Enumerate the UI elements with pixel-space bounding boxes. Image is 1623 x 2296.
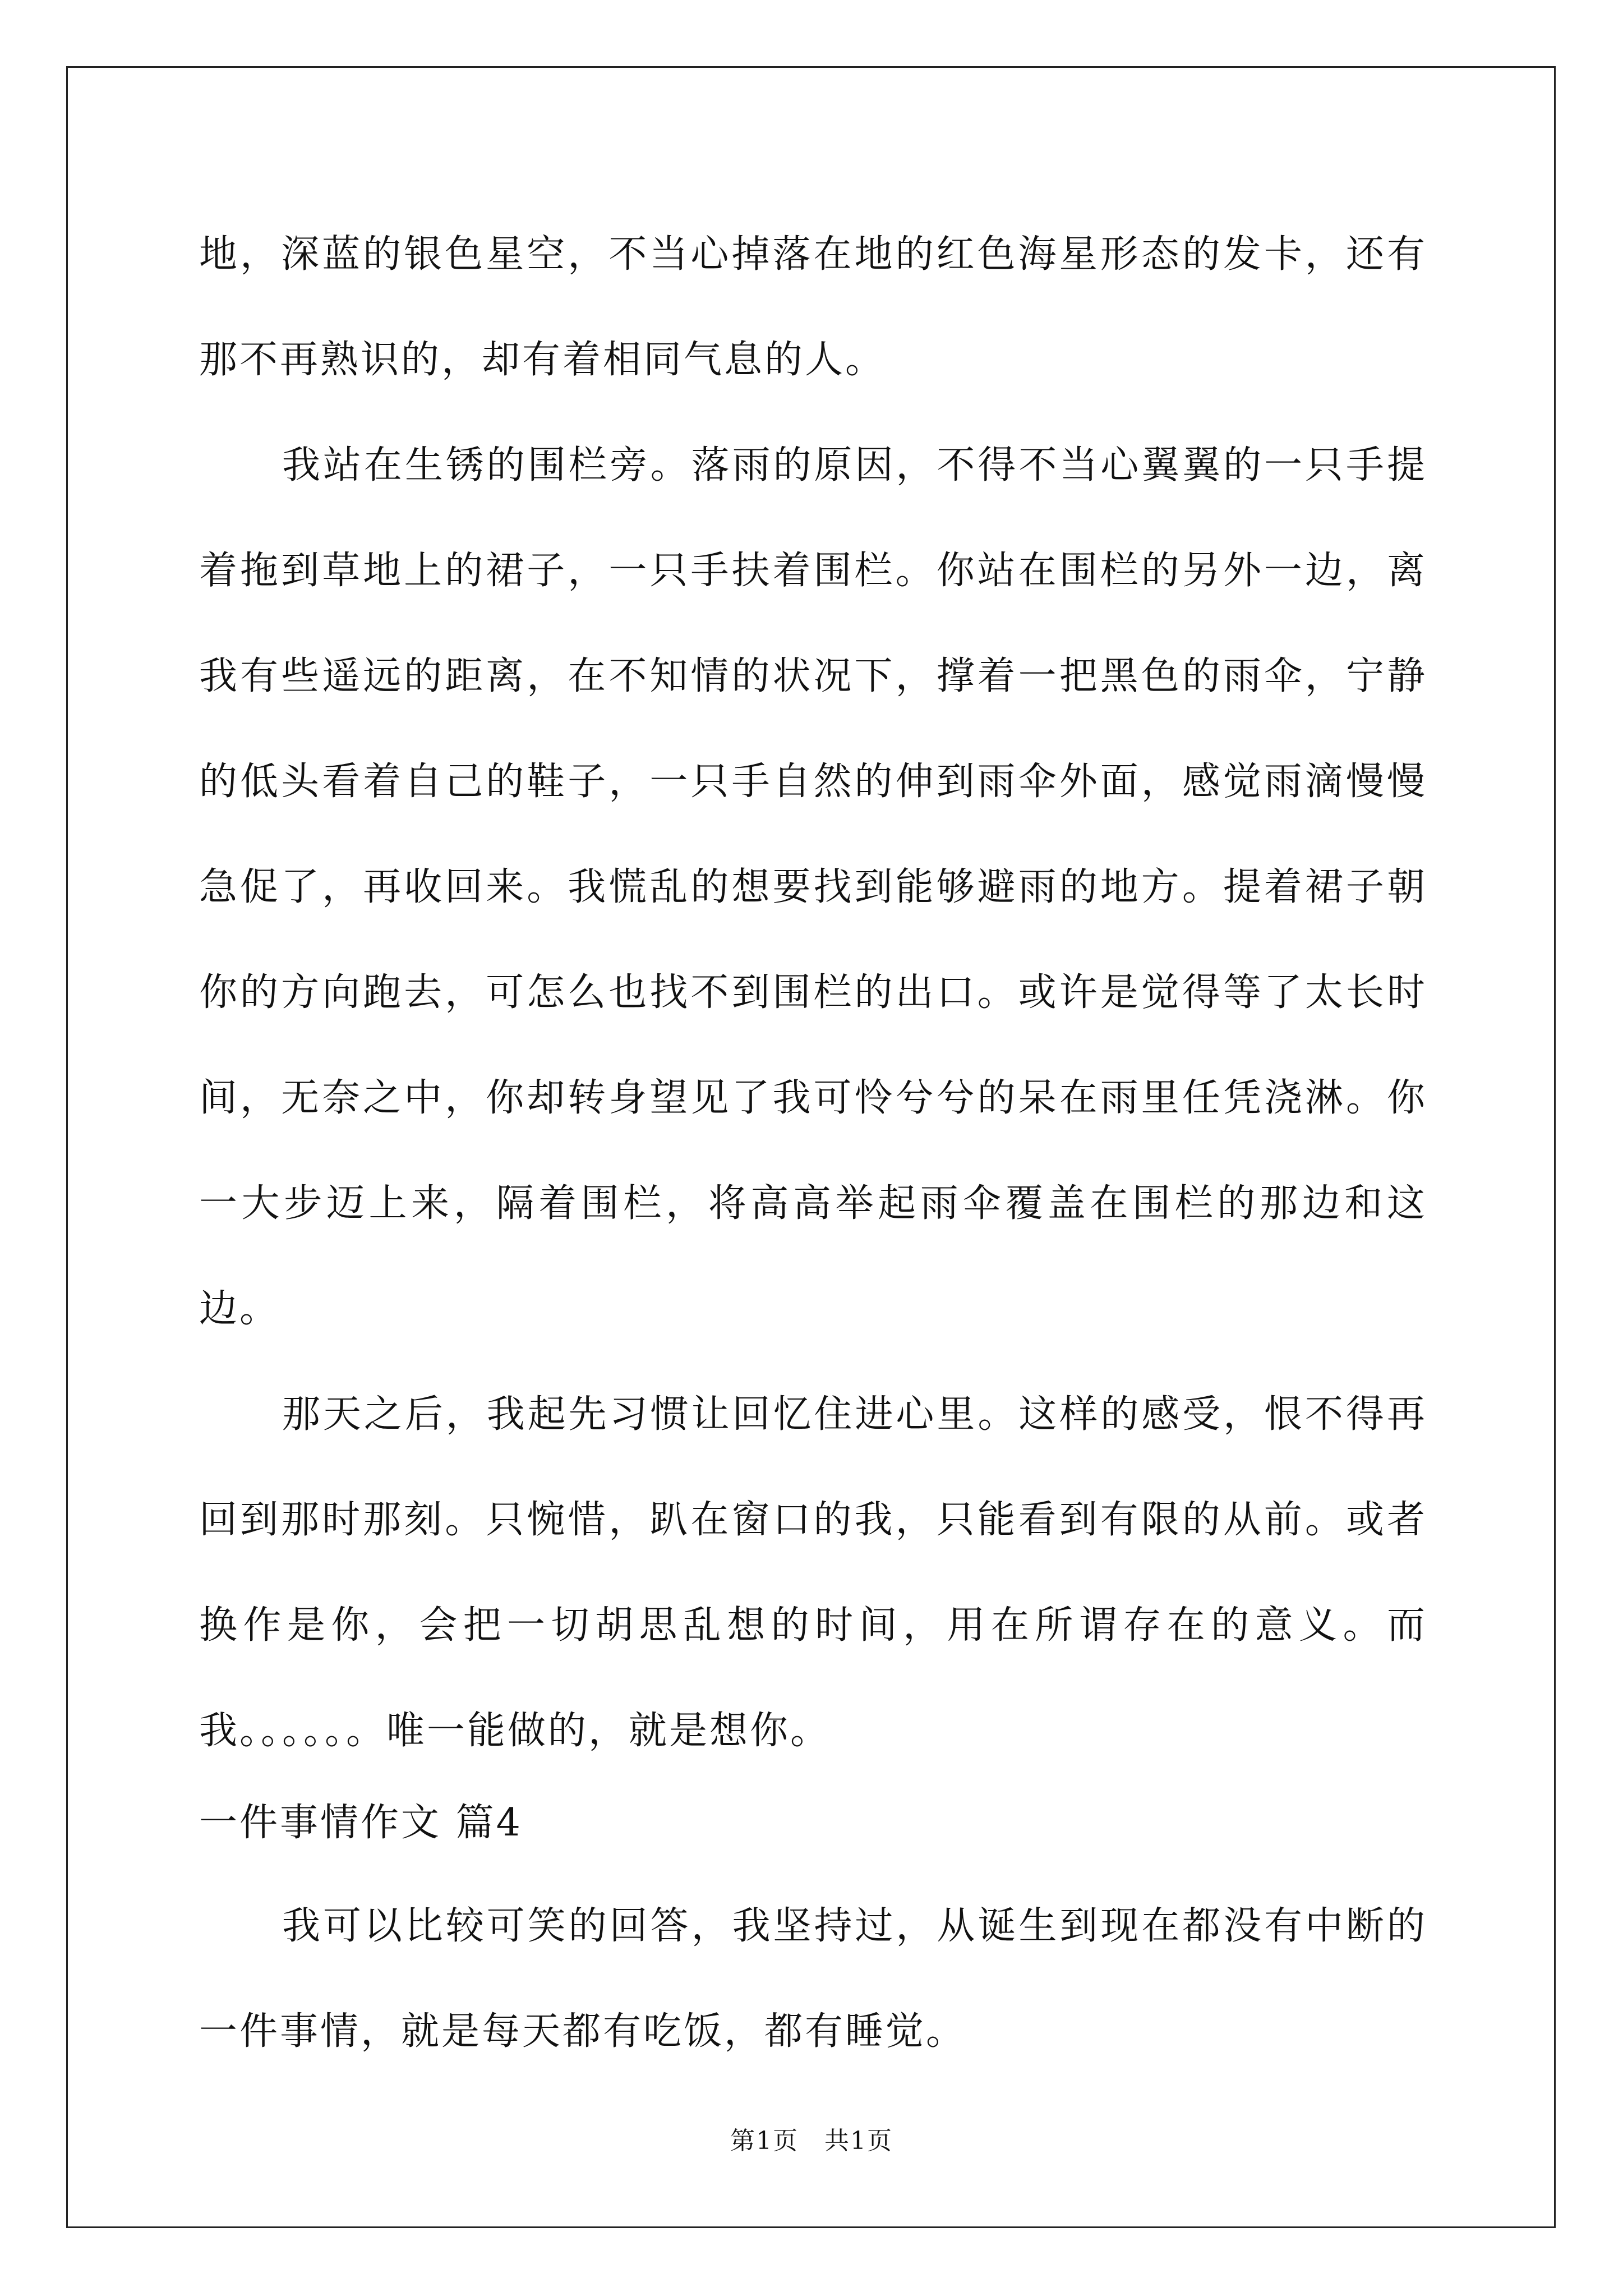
paragraph-1: 地，深蓝的银色星空，不当心掉落在地的红色海星形态的发卡，还有那不再熟识的，却有着相同气息的人。	[199, 232, 1427, 382]
paragraph-3: 那天之后，我起先习惯让回忆住进心里。这样的感受，恨不得再回到那时那刻。只惋惜，趴在窗口的我，只能看到有限的从前。或者换作是你，会把一切胡思乱想的时间，用在所谓存在的意义。而我。。。。。。唯一能做的，就是想你。	[199, 1392, 1427, 1753]
document-body	[199, 202, 1427, 2085]
paragraph-4: 我可以比较可笑的回答，我坚持过，从诞生到现在都没有中断的一件事情，就是每天都有吃饭，都有睡觉。	[199, 1904, 1427, 2054]
page-footer: 第1页 共1页	[730, 2127, 893, 2155]
section-heading: 一件事情作文 篇4	[199, 1801, 523, 1845]
paragraph-2: 我站在生锈的围栏旁。落雨的原因，不得不当心翼翼的一只手提着拖到草地上的裙子，一只手扶着围栏。你站在围栏的另外一边，离我有些遥远的距离，在不知情的状况下，撑着一把黑色的雨伞，宁静的低头看着自己的鞋子，一只手自然的伸到雨伞外面，感觉雨滴慢慢急促了，再收回来。我慌乱的想要找到能够避雨的地方。提着裙子朝你的方向跑去，可怎么也找不到围栏的出口。或许是觉得等了太长时间，无奈之中，你却转身望见了我可怜兮兮的呆在雨里任凭浇淋。你一大步迈上来，隔着围栏，将高高举起雨伞覆盖在围栏的那边和这边。	[199, 443, 1427, 1331]
